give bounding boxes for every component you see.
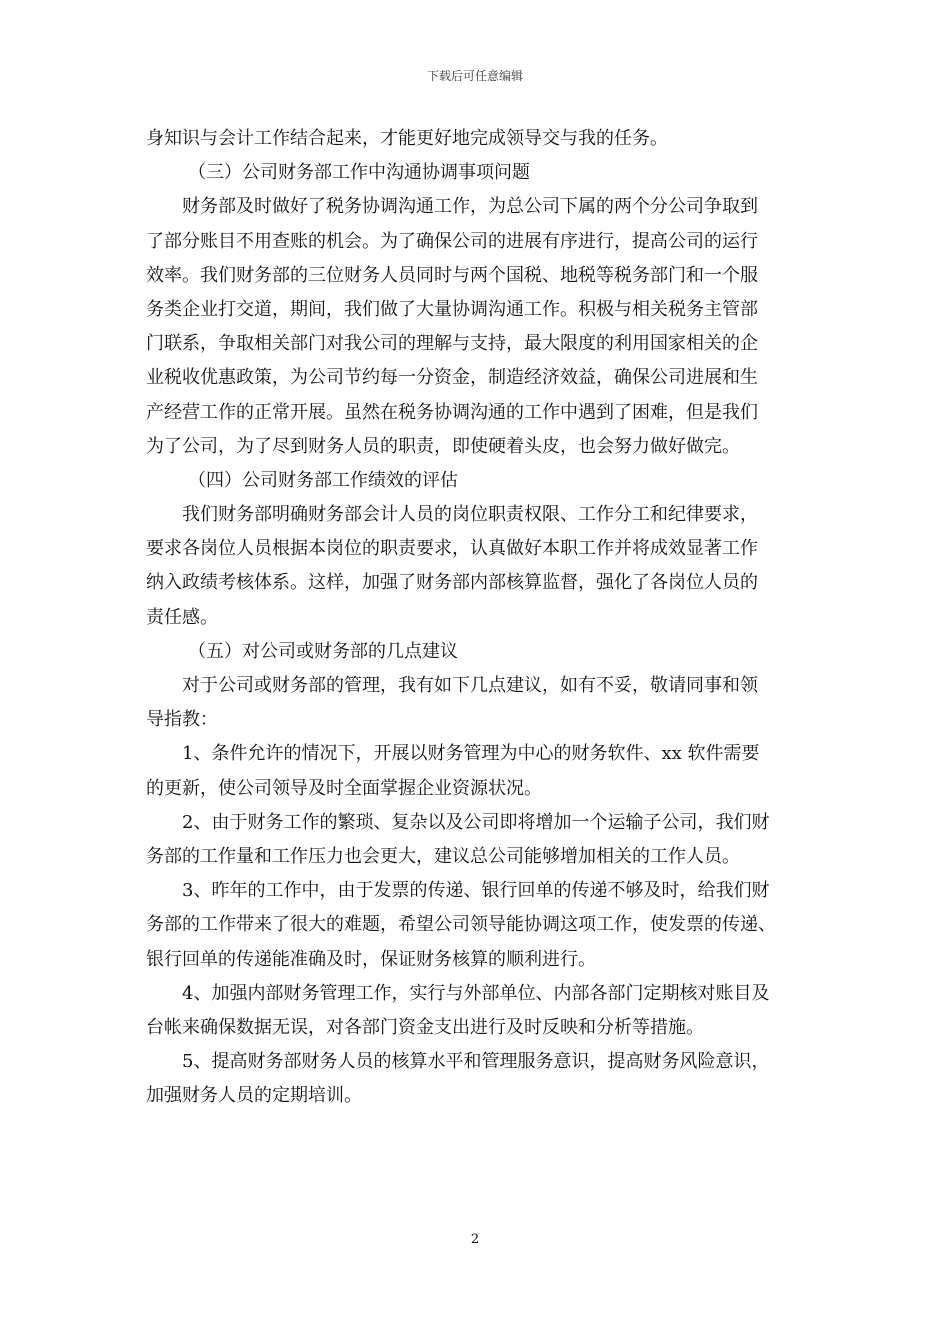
text-line: 纳入政绩考核体系。这样，加强了财务部内部核算监督，强化了各岗位人员的: [146, 572, 758, 594]
text-line: 对于公司或财务部的管理，我有如下几点建议，如有不妥，敬请同事和领: [182, 675, 758, 696]
text-line: 的更新，使公司领导及时全面掌握企业资源状况。: [146, 777, 542, 799]
text-line: 身知识与会计工作结合起来，才能更好地完成领导交与我的任务。: [146, 128, 668, 149]
section-heading: （三）公司财务部工作中沟通协调事项问题: [188, 162, 530, 184]
text-line: 门联系，争取相关部门对我公司的理解与支持，最大限度的利用国家相关的企: [146, 333, 758, 355]
text-line: 要求各岗位人员根据本岗位的职责要求，认真做好本职工作并将成效显著工作: [146, 538, 758, 560]
text-line: 了部分账目不用查账的机会。为了确保公司的进展有序进行，提高公司的运行: [146, 230, 758, 252]
list-item: 5、提高财务部财务人员的核算水平和管理服务意识，提高财务风险意识，: [182, 1051, 770, 1073]
list-item: 1、条件允许的情况下，开展以财务管理为中心的财务软件、xx 软件需要: [182, 743, 760, 765]
list-item: 4、加强内部财务管理工作，实行与外部单位、内部各部门定期核对账目及: [182, 982, 770, 1004]
section-heading: （五）对公司或财务部的几点建议: [188, 640, 458, 662]
text-line: 务部的工作带来了很大的难题，希望公司领导能协调这项工作，使发票的传递、: [146, 914, 776, 936]
page-header: 下载后可任意编辑: [426, 69, 523, 83]
text-line: 务部的工作量和工作压力也会更大，建议总公司能够增加相关的工作人员。: [146, 845, 740, 867]
text-line: 加强财务人员的定期培训。: [146, 1085, 362, 1107]
text-line: 台帐来确保数据无误，对各部门资金支出进行及时反映和分析等措施。: [146, 1016, 704, 1038]
text-line: 我们财务部明确财务部会计人员的岗位职责权限、工作分工和纪律要求，: [182, 504, 758, 526]
text-line: 银行回单的传递能准确及时，保证财务核算的顺利进行。: [146, 948, 596, 970]
text-line: 责任感。: [146, 606, 218, 628]
list-item: 2、由于财务工作的繁琐、复杂以及公司即将增加一个运输子公司，我们财: [182, 811, 770, 833]
document-body: [146, 122, 812, 1113]
section-heading: （四）公司财务部工作绩效的评估: [188, 469, 458, 491]
text-line: 产经营工作的正常开展。虽然在税务协调沟通的工作中遇到了困难，但是我们: [146, 401, 758, 423]
text-line: 业税收优惠政策，为公司节约每一分资金，制造经济效益，确保公司进展和生: [146, 367, 758, 389]
list-item: 3、昨年的工作中，由于发票的传递、银行回单的传递不够及时，给我们财: [182, 880, 770, 902]
text-line: 为了公司，为了尽到财务人员的职责，即使硬着头皮，也会努力做好做完。: [146, 435, 740, 457]
text-line: 导指教：: [146, 709, 218, 731]
text-line: 务类企业打交道，期间，我们做了大量协调沟通工作。积极与相关税务主管部: [146, 298, 758, 320]
text-line: 效率。我们财务部的三位财务人员同时与两个国税、地税等税务部门和一个服: [146, 264, 758, 286]
page-number: 2: [470, 1232, 480, 1247]
text-line: 财务部及时做好了税务协调沟通工作，为总公司下属的两个分公司争取到: [182, 196, 758, 218]
